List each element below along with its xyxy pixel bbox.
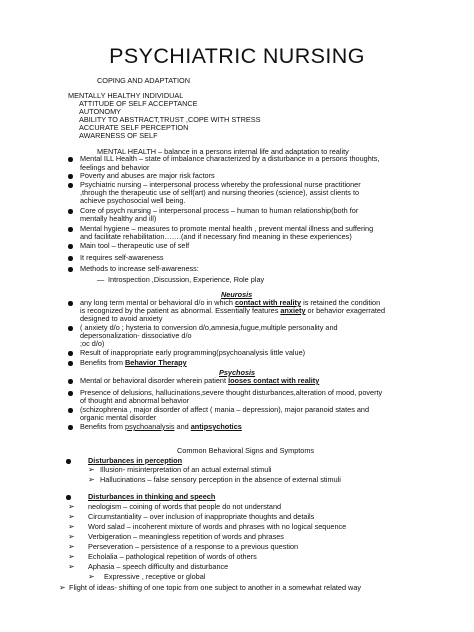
arrow-icon: ➢ <box>68 542 75 551</box>
list-item: Word salad – incoherent mixture of words and phrases with no logical sequence <box>88 522 347 531</box>
list-item: achieve psychosocial well being. <box>80 196 186 205</box>
mh-item: AUTONOMY <box>79 107 122 116</box>
arrow-icon: ➢ <box>88 465 95 474</box>
list-item: Illusion- misinterpretation of an actual external stimuli <box>100 465 272 474</box>
arrow-icon: ➢ <box>68 562 75 571</box>
list-item: It requires self-awareness <box>80 253 164 262</box>
list-item: Psychiatric nursing – interpersonal process whereby the professional nurse practitioner <box>80 180 361 189</box>
list-item: Perseveration – persistence of a response to a previous question <box>88 542 299 551</box>
bullet-icon <box>66 495 71 500</box>
bullet-icon <box>68 256 73 261</box>
list-item: is recognized by the patient as abnormal. Essentially features anxiety or behavior exagerrated <box>80 306 386 315</box>
thinking-heading: Disturbances in thinking and speech <box>88 492 216 501</box>
mental-health-definition: MENTAL HEALTH – balance in a persons internal life and adaptation to reality <box>97 147 349 156</box>
bullet-icon <box>68 361 73 366</box>
neurosis-heading: Neurosis <box>221 290 253 299</box>
bullet-icon <box>68 183 73 188</box>
list-item: Aphasia – speech difficulty and disturbance <box>88 562 229 571</box>
bullet-icon <box>68 408 73 413</box>
mh-item: ATTITUDE OF SELF ACCEPTANCE <box>79 99 198 108</box>
dash-icon: — <box>97 275 105 284</box>
list-item: Poverty and abuses are major risk factors <box>80 171 215 180</box>
bullet-icon <box>68 209 73 214</box>
bullet-icon <box>68 174 73 179</box>
bullet-icon <box>68 351 73 356</box>
list-item: Expressive , receptive or global <box>104 572 206 581</box>
arrow-icon: ➢ <box>68 502 75 511</box>
list-item: Benefits from psychoanalysis and antipsychotics <box>80 422 242 431</box>
list-item: Flight of ideas- shifting of one topic from one subject to another in a somewhat related way <box>69 583 362 592</box>
arrow-icon: ➢ <box>68 522 75 531</box>
page-title: PSYCHIATRIC NURSING <box>109 44 365 68</box>
bullet-icon <box>68 301 73 306</box>
list-item: Methods to increase self-awareness: <box>80 264 199 273</box>
list-item: any long term mental or behavioral d/o in which contact with reality is retained the condition <box>80 298 381 307</box>
list-item: Echolalia – pathological repetition of words of others <box>88 552 257 561</box>
psychosis-heading: Psychosis <box>219 368 256 377</box>
arrow-icon: ➢ <box>68 512 75 521</box>
arrow-icon: ➢ <box>88 475 95 484</box>
list-item: Main tool – therapeutic use of self <box>80 241 190 250</box>
list-item: Mental hygiene – measures to promote mental health , prevent mental illness and suffering <box>80 224 374 233</box>
bullet-icon <box>68 267 73 272</box>
list-item: Result of inappropriate early programming(psychoanalysis little value) <box>80 348 306 357</box>
list-item: Benefits from Behavior Therapy <box>80 358 187 367</box>
list-item: Mental ILL Health – state of imbalance characterized by a disturbance in a persons thoughts, <box>80 154 380 163</box>
perception-heading: Disturbances in perception <box>88 456 183 465</box>
list-item: ( anxiety d/o ; hysteria to conversion d/o,amnesia,fugue,multiple personality and <box>80 323 338 332</box>
list-item: Core of psych nursing – interpersonal process – human to human relationship(both for <box>80 206 359 215</box>
bullet-icon <box>68 391 73 396</box>
bullet-icon <box>68 244 73 249</box>
list-item: Circumstantiality – over inclusion of inappropriate thoughts and details <box>88 512 315 521</box>
subtitle: COPING AND ADAPTATION <box>97 76 190 85</box>
mh-item: ABILITY TO ABSTRACT,TRUST ,COPE WITH STRESS <box>79 115 261 124</box>
arrow-icon: ➢ <box>59 583 66 592</box>
list-item: ,through the therapeutic use of self(art) and nursing theories (science), assist clients to <box>80 188 360 197</box>
bullet-icon <box>68 425 73 430</box>
list-item: of thought and abnormal behavior <box>80 396 190 405</box>
list-item: designed to avoid anxiety <box>80 314 163 323</box>
bullet-icon <box>68 157 73 162</box>
list-item: and facilitate rehabilitation…….(and if necessary find meaning in these experiences) <box>80 232 352 241</box>
list-item: Mental or behavioral disorder wherein patient looses contact with reality <box>80 376 320 385</box>
list-item: organic mental disorder <box>80 413 157 422</box>
bullet-icon <box>68 379 73 384</box>
bullet-icon <box>68 326 73 331</box>
arrow-icon: ➢ <box>68 552 75 561</box>
list-item: (schizophrenia , major disorder of affect ( mania – depression), major paranoid states and <box>80 405 370 414</box>
list-item: ;oc d/o) <box>80 339 105 348</box>
list-item: mentally healthy and ill) <box>80 214 157 223</box>
arrow-icon: ➢ <box>68 532 75 541</box>
list-item: neologism – coining of words that people do not understand <box>88 502 282 511</box>
mh-item: ACCURATE SELF PERCEPTION <box>79 123 189 132</box>
list-item: feelings and behavior <box>80 163 150 172</box>
arrow-icon: ➢ <box>88 572 95 581</box>
list-item: depersonalization- dissociative d/o <box>80 331 192 340</box>
list-item: Hallucinations – false sensory perception in the absence of external stimuli <box>100 475 341 484</box>
list-item: Verbigeration – meaningless repetition of words and phrases <box>88 532 284 541</box>
bullet-icon <box>66 459 71 464</box>
mh-item: AWARENESS OF SELF <box>79 131 158 140</box>
methods-list: Introspection ,Discussion, Experience, Role play <box>108 275 265 284</box>
mh-heading: MENTALLY HEALTHY INDIVIDUAL <box>68 91 184 100</box>
list-item: Presence of delusions, hallucinations,severe thought disturbances,alteration of mood, poverty <box>80 388 383 397</box>
signs-heading: Common Behavioral Signs and Symptoms <box>177 446 315 455</box>
bullet-icon <box>68 227 73 232</box>
